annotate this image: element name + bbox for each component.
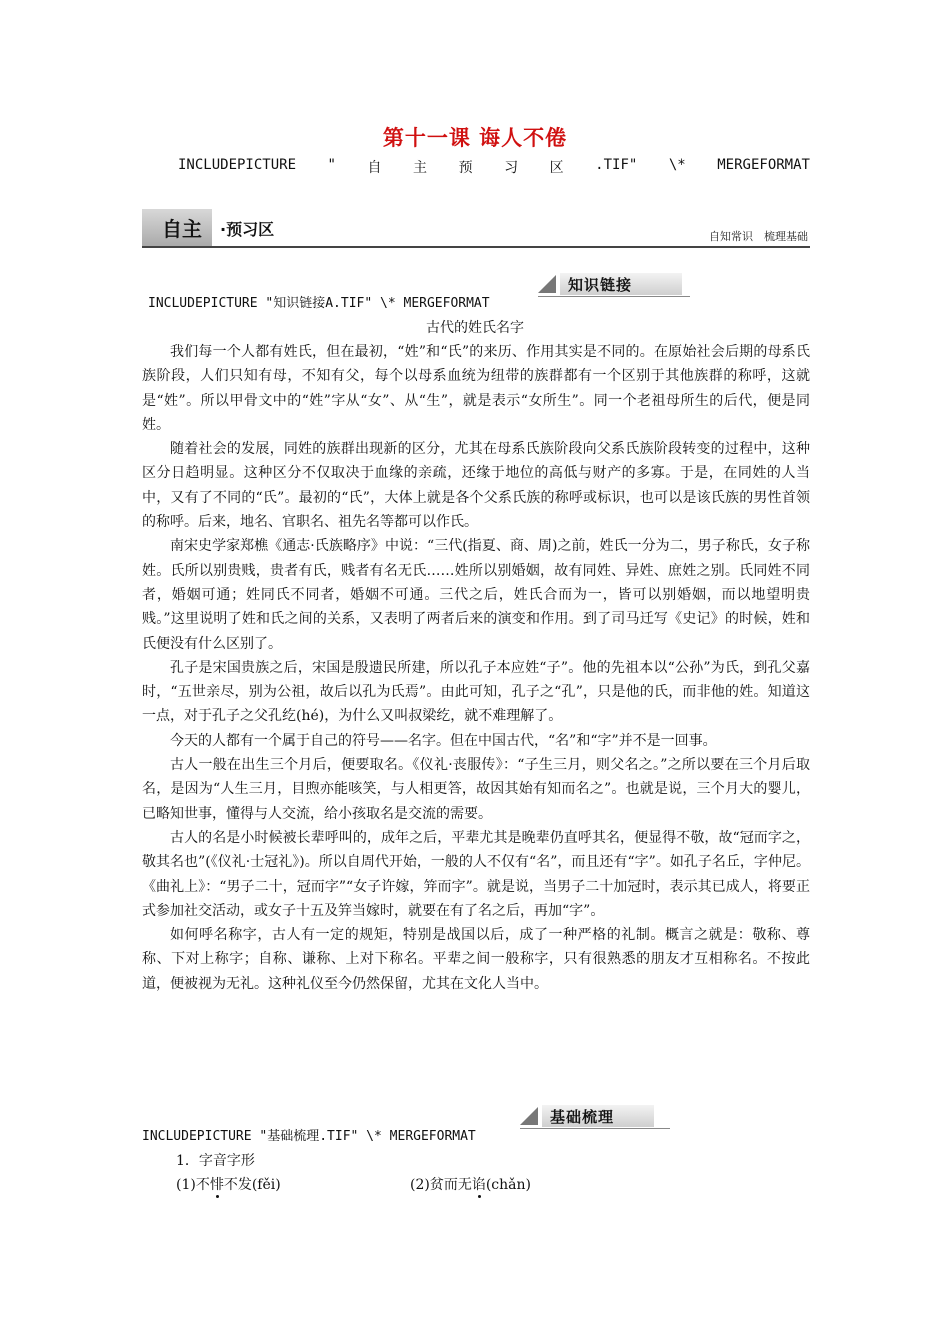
- item-text: (1)不: [176, 1177, 210, 1193]
- triangle-icon: [520, 1107, 538, 1125]
- paragraph: 随着社会的发展，同姓的族群出现新的区分，尤其在母系氏族阶段向父系氏族阶段转变的过程中，这种区分日趋明显。这种区分不仅取决于血缘的亲疏，还缘于地位的高低与财产的多寡。于是，在同姓的人当中，又有了不同的“氏”。最初的“氏”，大体上就是各个父系氏族的称呼或标识，也可以是该氏族的男性首领的称呼。后来，地名、官职名、祖先名等都可以作氏。: [142, 441, 810, 531]
- field-code-basic-review: INCLUDEPICTURE "基础梳理.TIF" \* MERGEFORMAT: [142, 1129, 476, 1144]
- paragraph: 古人一般在出生三个月后，便要取名。《仪礼·丧服传》：“子生三月，则父名之。”之所以要在三个月后取名，是因为“人生三月，目煦亦能咳笑，与人相更答，故因其始有知而名之”。也就是说，三个月大的婴儿，已略知世事，懂得与人交流，给小孩取名是交流的需要。: [142, 757, 810, 822]
- emphasis-char: 谄: [471, 1177, 486, 1193]
- paragraph: 如何呼名称字，古人有一定的规矩，特别是战国以后，成了一种严格的礼制。概言之就是：敬称、尊称、下对上称字；自称、谦称、上对下称名。平辈之间一般称字，只有很熟悉的朋友才互相称名。不按此道，便被视为无礼。这种礼仪至今仍然保留，尤其在文化人当中。: [142, 927, 810, 992]
- paragraph: 南宋史学家郑樵《通志·氏族略序》中说：“三代(指夏、商、周)之前，姓氏一分为二，男子称氏，女子称姓。氏所以别贵贱，贵者有氏，贱者有名无氏……姓所以别婚姻，故有同姓、异姓、庶姓之别。氏同姓不同者，婚姻可通；姓同氏不同者，婚姻不可通。三代之后，姓氏合而为一，皆可以别婚姻，而以地望明贵贱。”这里说明了姓和氏之间的关系，又表明了两者后来的演变和作用。到了司马迁写《史记》的时候，姓和氏便没有什么区别了。: [142, 538, 810, 652]
- knowledge-link-badge: [538, 273, 690, 297]
- article-title: 古代的姓氏名字: [426, 320, 524, 336]
- section-header-rule: [142, 246, 810, 248]
- item-text: (chǎn): [485, 1177, 531, 1193]
- field-code-part: 习: [504, 160, 519, 176]
- triangle-icon: [538, 275, 556, 293]
- field-code-part: 预: [458, 160, 473, 176]
- article-body: [142, 340, 810, 996]
- emphasis-char: 悱: [209, 1177, 224, 1193]
- item-text: (2)贫而无: [410, 1177, 472, 1193]
- section-header: [142, 209, 810, 247]
- paragraph: 古人的名是小时候被长辈呼叫的，成年之后，平辈尤其是晚辈仍直呼其名，便显得不敬，故“冠而字之，敬其名也”(《仪礼·士冠礼》)。所以自周代开始，一般的人不仅有“名”，而且还有“字”。如孔子名丘，字仲尼。《曲礼上》：“男子二十，冠而字”“女子许嫁，笄而字”。就是说，当男子二十加冠时，表示其已成人，将要正式参加社交活动，或女子十五及笄当嫁时，就要在有了名之后，再加“字”。: [142, 829, 810, 919]
- paragraph: 今天的人都有一个属于自己的符号——名字。但在中国古代，“名”和“字”并不是一回事。: [170, 732, 717, 749]
- field-code-part: 主: [413, 160, 428, 176]
- field-code-part: MERGEFORMAT: [717, 157, 810, 173]
- item-entry: [410, 1174, 531, 1194]
- basic-review-badge: [520, 1105, 670, 1129]
- badge-label: 知识链接: [568, 276, 633, 294]
- field-code-part: 区: [549, 160, 564, 176]
- badge-underline: [520, 1128, 670, 1129]
- field-code-self-study: [178, 157, 810, 177]
- item-text: 不发(fěi): [223, 1177, 281, 1193]
- paragraph: 孔子是宋国贵族之后，宋国是殷遗民所建，所以孔子本应姓“子”。他的先祖本以“公孙”为氏，到孔父嘉时，“五世亲尽，别为公祖，故后以孔为氏焉”。由此可知，孔子之“孔”，只是他的氏，而非他的姓。知道这一点，对于孔子之父孔纥(hé)，为什么又叫叔梁纥，就不难理解了。: [142, 659, 810, 725]
- field-code-part: ": [327, 157, 336, 173]
- page-title: 第十一课 诲人不倦: [382, 125, 568, 150]
- section-header-main: 自主: [162, 217, 202, 241]
- field-code-part: \*: [668, 157, 686, 173]
- field-code-part: 自: [367, 160, 382, 176]
- badge-label: 基础梳理: [550, 1108, 615, 1126]
- field-code-part: .TIF": [595, 157, 638, 173]
- item-heading: 1．字音字形: [176, 1153, 255, 1169]
- field-code-part: INCLUDEPICTURE: [178, 157, 297, 173]
- section-header-note: 自知常识 梳理基础: [709, 230, 808, 243]
- badge-underline: [538, 296, 690, 297]
- section-header-sub: ·预习区: [220, 220, 275, 239]
- item-entry: [176, 1174, 281, 1194]
- paragraph: 我们每一个人都有姓氏，但在最初，“姓”和“氏”的来历、作用其实是不同的。在原始社会后期的母系氏族阶段，人们只知有母，不知有父，每个以母系血统为纽带的族群都有一个区别于其他族群的称呼，这就是“姓”。所以甲骨文中的“姓”字从“女”、从“生”，就是表示“女所生”。同一个老祖母所生的后代，便是同姓。: [142, 344, 810, 433]
- field-code-knowledge-link: INCLUDEPICTURE "知识链接A.TIF" \* MERGEFORMAT: [148, 296, 490, 311]
